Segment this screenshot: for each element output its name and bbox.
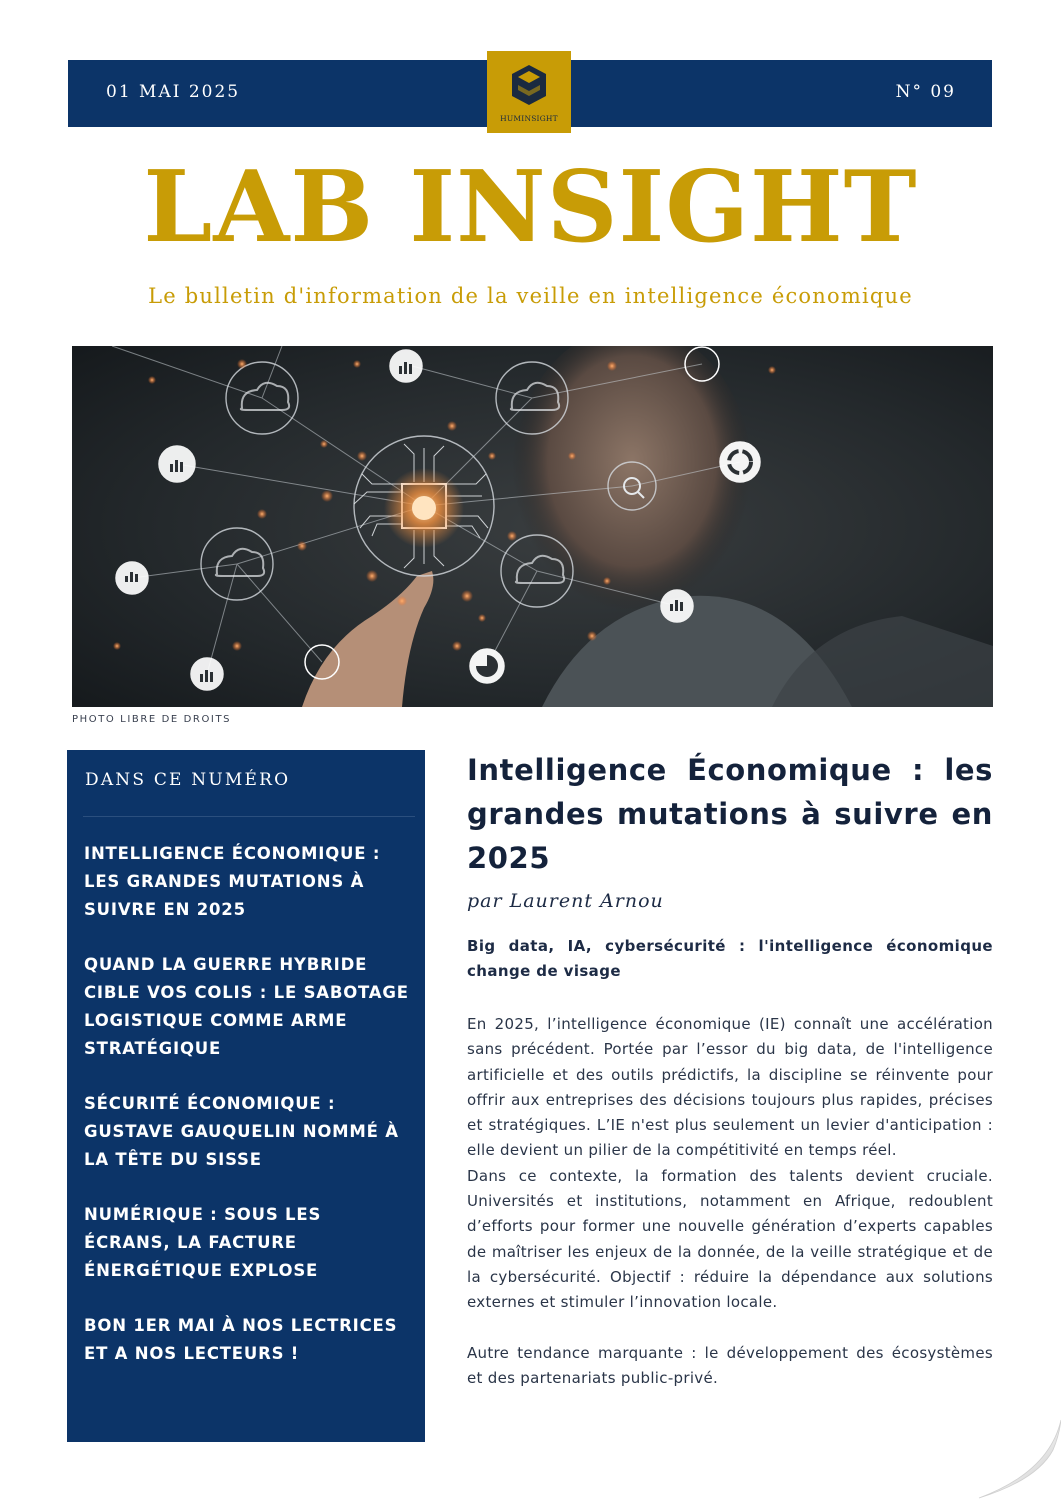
- newsletter-subtitle: Le bulletin d'information de la veille en intelligence économique: [148, 284, 913, 308]
- page-curl-icon: [941, 1380, 1061, 1500]
- hero-photo-illustration: [72, 346, 993, 707]
- article-headline: Intelligence Économique : les grandes mutations à suivre en 2025: [467, 753, 993, 875]
- toc-divider: [83, 816, 415, 817]
- brand-logo: [487, 51, 571, 133]
- article-paragraph: Dans ce contexte, la formation des talents devient cruciale. Universités et institutions, notamment en Afrique, redoublent d’efforts pour former une nouvelle génération d’experts capables de maîtriser les enjeux de la donnée, de la veille stratégique et de la cybersécurité. Objectif : réduire la dépendance aux solutions externes et stimuler l’innovation locale.: [467, 1166, 993, 1312]
- hexagon-logo-icon: [509, 63, 549, 107]
- article-lead: Big data, IA, cybersécurité : l'intelligence économique change de visage: [467, 937, 993, 980]
- toc-item[interactable]: INTELLIGENCE ÉCONOMIQUE : LES GRANDES MUTATIONS À SUIVRE EN 2025: [84, 844, 381, 919]
- toc-list: [84, 840, 414, 1395]
- article-paragraph: En 2025, l’intelligence économique (IE) connaît une accélération sans précédent. Portée par l’essor du big data, de l'intelligence artificielle et des outils prédictifs, la discipline se réinvente pour offrir aux entreprises des décisions toujours plus rapides, précises et stratégiques. L’IE n'est plus seulement un levier d'anticipation : elle devient un pilier de la compétitivité en temps réel.: [467, 1015, 993, 1160]
- table-of-contents: [67, 750, 425, 1442]
- article-paragraph: Autre tendance marquante : le développement des écosystèmes et des partenariats public-privé.: [467, 1343, 993, 1387]
- article-byline: par Laurent Arnou: [467, 890, 664, 912]
- article-body: [467, 1012, 993, 1391]
- issue-date: 01 MAI 2025: [106, 82, 241, 102]
- toc-item[interactable]: QUAND LA GUERRE HYBRIDE CIBLE VOS COLIS : LE SABOTAGE LOGISTIQUE COMME ARME STRATÉGIQUE: [84, 955, 409, 1058]
- toc-item[interactable]: SÉCURITÉ ÉCONOMIQUE : GUSTAVE GAUQUELIN NOMMÉ À LA TÊTE DU SISSE: [84, 1094, 399, 1169]
- hero-photo: [72, 346, 993, 707]
- issue-number: N° 09: [895, 82, 956, 102]
- logo-wordmark: HUMINSIGHT: [500, 114, 558, 123]
- newsletter-title: LAB INSIGHT: [143, 150, 918, 265]
- main-article: [467, 748, 993, 1391]
- toc-item[interactable]: BON 1ER MAI À NOS LECTRICES ET A NOS LECTEURS !: [84, 1316, 398, 1363]
- toc-title: DANS CE NUMÉRO: [85, 770, 291, 790]
- photo-caption: PHOTO LIBRE DE DROITS: [72, 714, 232, 725]
- toc-item[interactable]: NUMÉRIQUE : SOUS LES ÉCRANS, LA FACTURE ÉNERGÉTIQUE EXPLOSE: [84, 1205, 322, 1280]
